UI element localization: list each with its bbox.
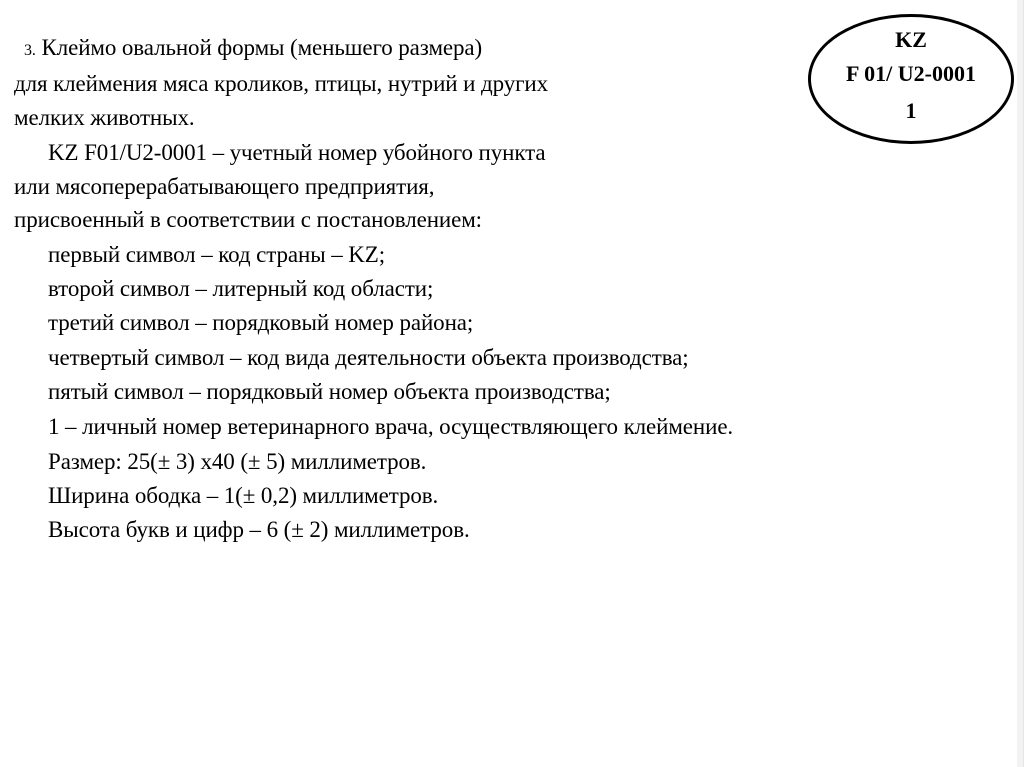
text-line-15: Высота букв и цифр – 6 (± 2) миллиметров. <box>48 517 470 542</box>
text-line-1-body: Клеймо овальной формы (меньшего размера) <box>41 35 483 60</box>
text-line-6: присвоенный в соответствии с постановлением: <box>14 207 482 232</box>
item-number: 3. <box>24 42 36 59</box>
oval-stamp-image <box>808 14 1014 144</box>
page-edge-shadow <box>1017 0 1023 767</box>
text-line-1 <box>24 31 482 67</box>
text-line-11: пятый символ – порядковый номер объекта производства; <box>48 379 611 404</box>
stamp-vet-number: 1 <box>905 98 917 123</box>
text-line-14: Ширина ободка – 1(± 0,2) миллиметров. <box>48 483 439 508</box>
text-line-13: Размер: 25(± 3) х40 (± 5) миллиметров. <box>48 449 427 474</box>
text-line-9: третий символ – порядковый номер района; <box>48 310 474 335</box>
stamp-country-code: KZ <box>895 27 927 52</box>
text-line-8: второй символ – литерный код области; <box>48 276 434 301</box>
text-line-2: для клеймения мяса кроликов, птицы, нутрий и других <box>14 71 549 96</box>
text-line-7: первый символ – код страны – KZ; <box>48 242 385 267</box>
text-line-3: мелких животных. <box>14 105 195 130</box>
text-line-10: четвертый символ – код вида деятельности объекта производства; <box>48 345 689 370</box>
text-line-5: или мясоперерабатывающего предприятия, <box>14 174 435 199</box>
text-line-4: KZ F01/U2-0001 – учетный номер убойного пункта <box>48 140 546 165</box>
text-line-12: 1 – личный номер ветеринарного врача, осуществляющего клеймение. <box>48 414 734 439</box>
stamp-registration-number: F 01/ U2-0001 <box>846 61 976 86</box>
